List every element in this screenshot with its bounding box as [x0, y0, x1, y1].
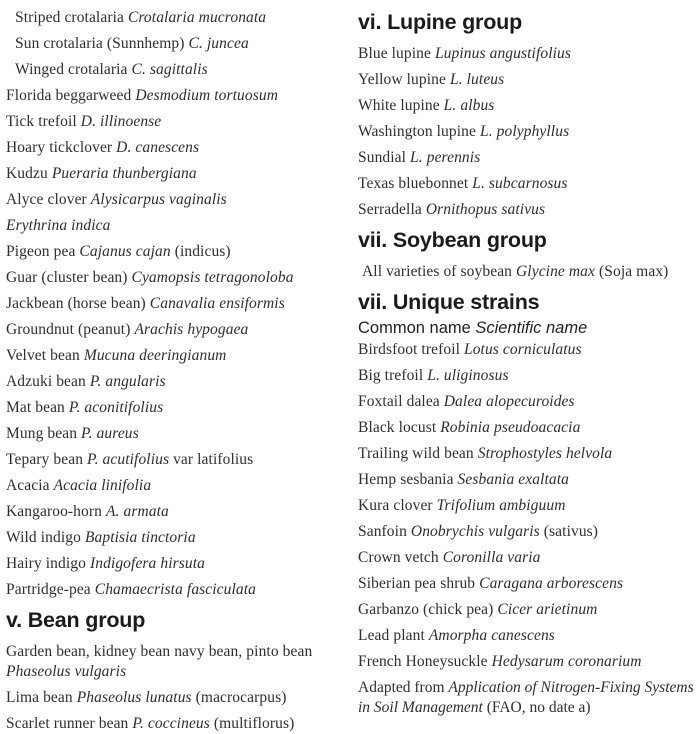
- soybean-group-list: [358, 262, 694, 282]
- common-name: Scarlet runner bean: [6, 715, 133, 732]
- scientific-name: P. aconitifolius: [68, 399, 164, 416]
- common-name: Garbanzo (chick pea): [358, 601, 498, 618]
- list-item: [6, 164, 358, 184]
- list-item: [358, 444, 694, 464]
- common-name: Lead plant: [358, 627, 429, 644]
- common-name: Winged crotalaria: [15, 61, 132, 78]
- common-name: Kudzu: [6, 165, 52, 182]
- common-name: Big trefoil: [358, 367, 428, 384]
- scientific-name: L. subcarnosus: [472, 175, 568, 192]
- common-name: All varieties of soybean: [362, 263, 517, 280]
- scientific-name: D. illinoense: [80, 113, 162, 130]
- section-heading-bean-group: v. Bean group: [6, 608, 146, 632]
- variant-note: (Soja max): [595, 263, 669, 280]
- list-item: [358, 148, 694, 168]
- scientific-name: Erythrina indica: [6, 217, 111, 234]
- scientific-name: Desmodium tortuosum: [135, 87, 279, 104]
- common-name: Washington lupine: [358, 123, 480, 140]
- scientific-name: A. armata: [105, 503, 169, 520]
- scientific-name: P. aureus: [81, 425, 139, 442]
- list-item: [6, 580, 358, 600]
- scientific-name: Caragana arborescens: [479, 575, 624, 592]
- common-name: Kangaroo-horn: [6, 503, 106, 520]
- scientific-name: Amorpha canescens: [428, 627, 555, 644]
- scientific-name: Acacia linifolia: [53, 477, 152, 494]
- common-name: Groundnut (peanut): [6, 321, 135, 338]
- scientific-name: Alysicarpus vaginalis: [90, 191, 227, 208]
- common-name: Black locust: [358, 419, 441, 436]
- list-item: [358, 548, 694, 568]
- variant-note: (macrocarpus): [191, 689, 287, 706]
- source-note-suffix: (FAO, no date a): [482, 699, 591, 716]
- scientific-name: P. coccineus: [132, 715, 210, 732]
- list-item: [358, 626, 694, 646]
- common-name: Trailing wild bean: [358, 445, 478, 462]
- list-item: [358, 174, 694, 194]
- variant-note: (indicus): [170, 243, 231, 260]
- list-item: [6, 294, 358, 314]
- scientific-name: Ornithopus sativus: [425, 201, 546, 218]
- list-item: [6, 34, 358, 54]
- list-item: [6, 714, 358, 734]
- list-item: [6, 450, 358, 470]
- list-item: [358, 522, 694, 542]
- scientific-name: Indigofera hirsuta: [89, 555, 206, 572]
- common-name: Florida beggarweed: [6, 87, 136, 104]
- scientific-name: Phaseolus vulgaris: [6, 663, 127, 680]
- scientific-name: Glycine max: [516, 263, 596, 280]
- common-name: White lupine: [358, 97, 444, 114]
- common-name: Acacia: [6, 477, 54, 494]
- list-item: [6, 502, 358, 522]
- common-name: Velvet bean: [6, 347, 84, 364]
- common-name: Sundial: [358, 149, 411, 166]
- list-item: [6, 346, 358, 366]
- common-name: Garden bean, kidney bean navy bean, pinto bean: [6, 643, 313, 660]
- list-item: [6, 320, 358, 340]
- section-heading-soybean-group: vii. Soybean group: [358, 228, 547, 252]
- list-item: [358, 600, 694, 620]
- scientific-name: L. luteus: [449, 71, 505, 88]
- common-name: Serradella: [358, 201, 426, 218]
- list-item: [358, 340, 694, 360]
- left-column: [6, 8, 358, 731]
- scientific-name: L. albus: [443, 97, 495, 114]
- list-item: [358, 200, 694, 220]
- source-note: [358, 678, 694, 718]
- list-item: [6, 424, 358, 444]
- lupine-group-list: [358, 44, 694, 220]
- scientific-name: Hedysarum coronarium: [491, 653, 642, 670]
- common-name: Jackbean (horse bean): [6, 295, 150, 312]
- common-name: Pigeon pea: [6, 243, 80, 260]
- common-name: Texas bluebonnet: [358, 175, 473, 192]
- scientific-name: Strophostyles helvola: [477, 445, 613, 462]
- list-item: [6, 268, 358, 288]
- scientific-name: Cajanus cajan: [79, 243, 171, 260]
- scientific-name: Cyamopsis tetragonoloba: [131, 269, 294, 286]
- common-name: Hairy indigo: [6, 555, 90, 572]
- list-item: [6, 86, 358, 106]
- scientific-name: L. polyphyllus: [479, 123, 570, 140]
- list-item: [358, 44, 694, 64]
- scientific-name: Trifolium ambiguum: [436, 497, 566, 514]
- common-name: Siberian pea shrub: [358, 575, 480, 592]
- common-name: Hoary tickclover: [6, 139, 117, 156]
- scientific-name: Cicer arietinum: [497, 601, 598, 618]
- common-name: Mat bean: [6, 399, 69, 416]
- common-name: Tepary bean: [6, 451, 88, 468]
- scientific-name: C. juncea: [188, 35, 249, 52]
- subheading-common-name-label: Common name: [358, 319, 476, 337]
- common-name: Kura clover: [358, 497, 437, 514]
- common-name: Lima bean: [6, 689, 77, 706]
- source-note-title: Application of Nitrogen-Fixing Systems in Soil Management: [358, 679, 694, 716]
- common-name: Sun crotalaria (Sunnhemp): [15, 35, 189, 52]
- scientific-name: Sesbania exaltata: [457, 471, 570, 488]
- common-name: Blue lupine: [358, 45, 435, 62]
- list-item: [6, 528, 358, 548]
- list-item: [358, 574, 694, 594]
- common-name: Adzuki bean: [6, 373, 90, 390]
- list-item: [358, 122, 694, 142]
- scientific-name: Coronilla varia: [442, 549, 541, 566]
- list-item: [6, 372, 358, 392]
- common-name: Partridge-pea: [6, 581, 95, 598]
- common-name: Yellow lupine: [358, 71, 450, 88]
- list-item: [358, 470, 694, 490]
- scientific-name: Mucuna deeringianum: [83, 347, 227, 364]
- common-name: Alyce clover: [6, 191, 91, 208]
- common-name: Sanfoin: [358, 523, 411, 540]
- scientific-name: C. sagittalis: [131, 61, 208, 78]
- list-item: [6, 60, 358, 80]
- list-item: [358, 392, 694, 412]
- scientific-name: Chamaecrista fasciculata: [94, 581, 257, 598]
- list-item: [6, 242, 358, 262]
- unique-strains-list: [358, 340, 694, 672]
- scientific-name: P. acutifolius: [87, 451, 170, 468]
- list-item: [6, 398, 358, 418]
- list-item: [6, 138, 358, 158]
- list-item: [6, 216, 358, 236]
- list-item: [6, 476, 358, 496]
- common-name: French Honeysuckle: [358, 653, 492, 670]
- right-column: [358, 8, 700, 731]
- common-name: Striped crotalaria: [15, 9, 128, 26]
- list-item: [6, 642, 358, 682]
- list-item: [358, 96, 694, 116]
- section-heading-unique-strains: vii. Unique strains: [358, 290, 540, 314]
- subheading-scientific-name-label: Scientific name: [475, 319, 588, 337]
- list-item: [358, 262, 694, 282]
- list-item: [358, 70, 694, 90]
- scientific-name: Lupinus angustifolius: [434, 45, 571, 62]
- list-item: [6, 190, 358, 210]
- list-item: [358, 366, 694, 386]
- list-item: [6, 112, 358, 132]
- scientific-name: L. uliginosus: [427, 367, 509, 384]
- list-item: [358, 418, 694, 438]
- common-name: Wild indigo: [6, 529, 85, 546]
- common-name: Guar (cluster bean): [6, 269, 132, 286]
- bean-group-list: [6, 642, 358, 734]
- common-name: Tick trefoil: [6, 113, 81, 130]
- scientific-name: Dalea alopecuroides: [443, 393, 575, 410]
- scientific-name: Baptisia tinctoria: [84, 529, 196, 546]
- scientific-name: Robinia pseudoacacia: [440, 419, 581, 436]
- scientific-name: L. perennis: [410, 149, 481, 166]
- common-name: Foxtail dalea: [358, 393, 444, 410]
- common-name: Mung bean: [6, 425, 82, 442]
- common-name: Birdsfoot trefoil: [358, 341, 464, 358]
- scientific-name: P. angularis: [89, 373, 166, 390]
- scientific-name: Arachis hypogaea: [134, 321, 249, 338]
- scientific-name: Crotalaria mucronata: [127, 9, 267, 26]
- list-item: [6, 554, 358, 574]
- section-heading-lupine-group: vi. Lupine group: [358, 10, 523, 34]
- scientific-name: Canavalia ensiformis: [149, 295, 285, 312]
- variant-note: (multiflorus): [209, 715, 295, 732]
- scientific-name: D. canescens: [116, 139, 200, 156]
- list-item: [6, 8, 358, 28]
- common-name: Crown vetch: [358, 549, 443, 566]
- scientific-name: Lotus corniculatus: [463, 341, 582, 358]
- variant-note: var latifolius: [169, 451, 254, 468]
- scientific-name: Onobrychis vulgaris: [410, 523, 540, 540]
- common-name: Hemp sesbania: [358, 471, 458, 488]
- scientific-name: Phaseolus lunatus: [76, 689, 192, 706]
- variant-note: (sativus): [539, 523, 599, 540]
- list-item: [358, 496, 694, 516]
- crotalaria-misc-list: [6, 8, 358, 600]
- column-subheading: [358, 318, 694, 338]
- scientific-name: Pueraria thunbergiana: [51, 165, 197, 182]
- source-note-prefix: Adapted from: [358, 679, 449, 696]
- list-item: [358, 652, 694, 672]
- list-item: [6, 688, 358, 708]
